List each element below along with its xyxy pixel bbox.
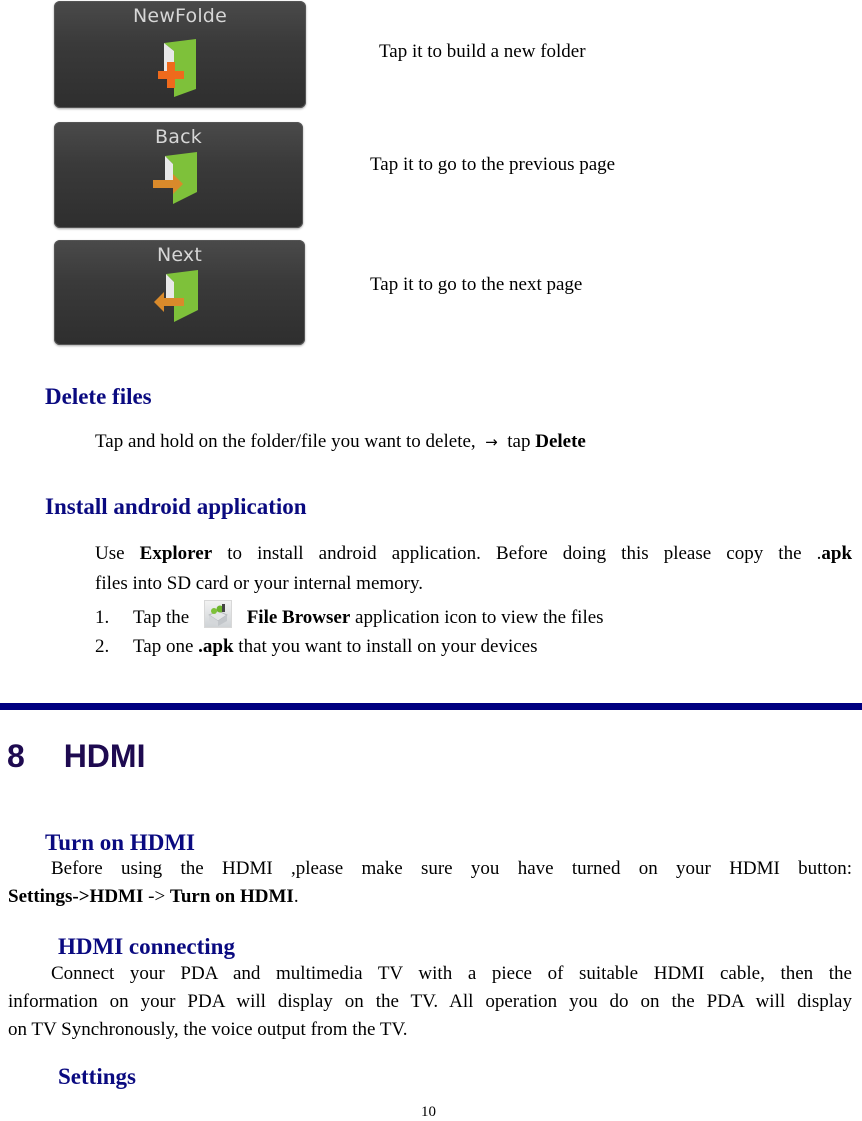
next-description: Tap it to go to the next page: [370, 274, 583, 295]
install-app-heading: Install android application: [45, 494, 307, 519]
chapter-heading: [7, 738, 145, 775]
hdmi-connecting-line3: on TV Synchronously, the voice output from the TV.: [8, 1019, 408, 1040]
back-folder-icon: [149, 152, 209, 208]
turn-on-hdmi-line1: Before using the HDMI ,please make sure you have turned on your HDMI button:: [51, 858, 852, 879]
settings-heading: Settings: [58, 1064, 136, 1089]
section-divider: [0, 703, 862, 710]
install-step-2: 2. Tap one .apk that you want to install on your devices: [95, 636, 538, 657]
next-label: Next: [156, 244, 203, 266]
new-folder-description: Tap it to build a new folder: [379, 41, 586, 62]
new-folder-label: NewFolde: [133, 5, 227, 27]
next-folder-icon: [150, 270, 210, 326]
chapter-title: HDMI: [63, 738, 146, 774]
chapter-number: 8: [7, 738, 25, 774]
new-folder-button-image: [54, 1, 306, 108]
turn-on-hdmi-line2: Settings->HDMI -> Turn on HDMI.: [8, 886, 299, 907]
new-folder-icon: [150, 37, 210, 99]
page-number: 10: [421, 1104, 436, 1120]
install-app-line1: Use Explorer to install android application. Before doing this please copy the .apk: [95, 543, 853, 564]
hdmi-connecting-line1: Connect your PDA and multimedia TV with a piece of suitable HDMI cable, then the: [51, 963, 852, 984]
delete-files-heading: Delete files: [45, 384, 152, 409]
next-button-image: [54, 240, 305, 345]
delete-files-text: Tap and hold on the folder/file you want to delete, → tap Delete: [95, 431, 586, 452]
install-step-1: 1. Tap the File Browser application icon to view the files: [95, 600, 604, 633]
turn-on-hdmi-heading: Turn on HDMI: [45, 830, 195, 855]
back-description: Tap it to go to the previous page: [370, 154, 616, 175]
hdmi-connecting-line2: information on your PDA will display on the TV. All operation you do on the PDA will display: [8, 991, 852, 1012]
back-button-image: [54, 122, 303, 228]
file-browser-icon: [204, 600, 232, 628]
back-label: Back: [155, 126, 202, 148]
arrow-icon: →: [485, 433, 498, 451]
hdmi-connecting-heading: HDMI connecting: [58, 934, 235, 959]
install-app-line2: files into SD card or your internal memory.: [95, 573, 424, 594]
